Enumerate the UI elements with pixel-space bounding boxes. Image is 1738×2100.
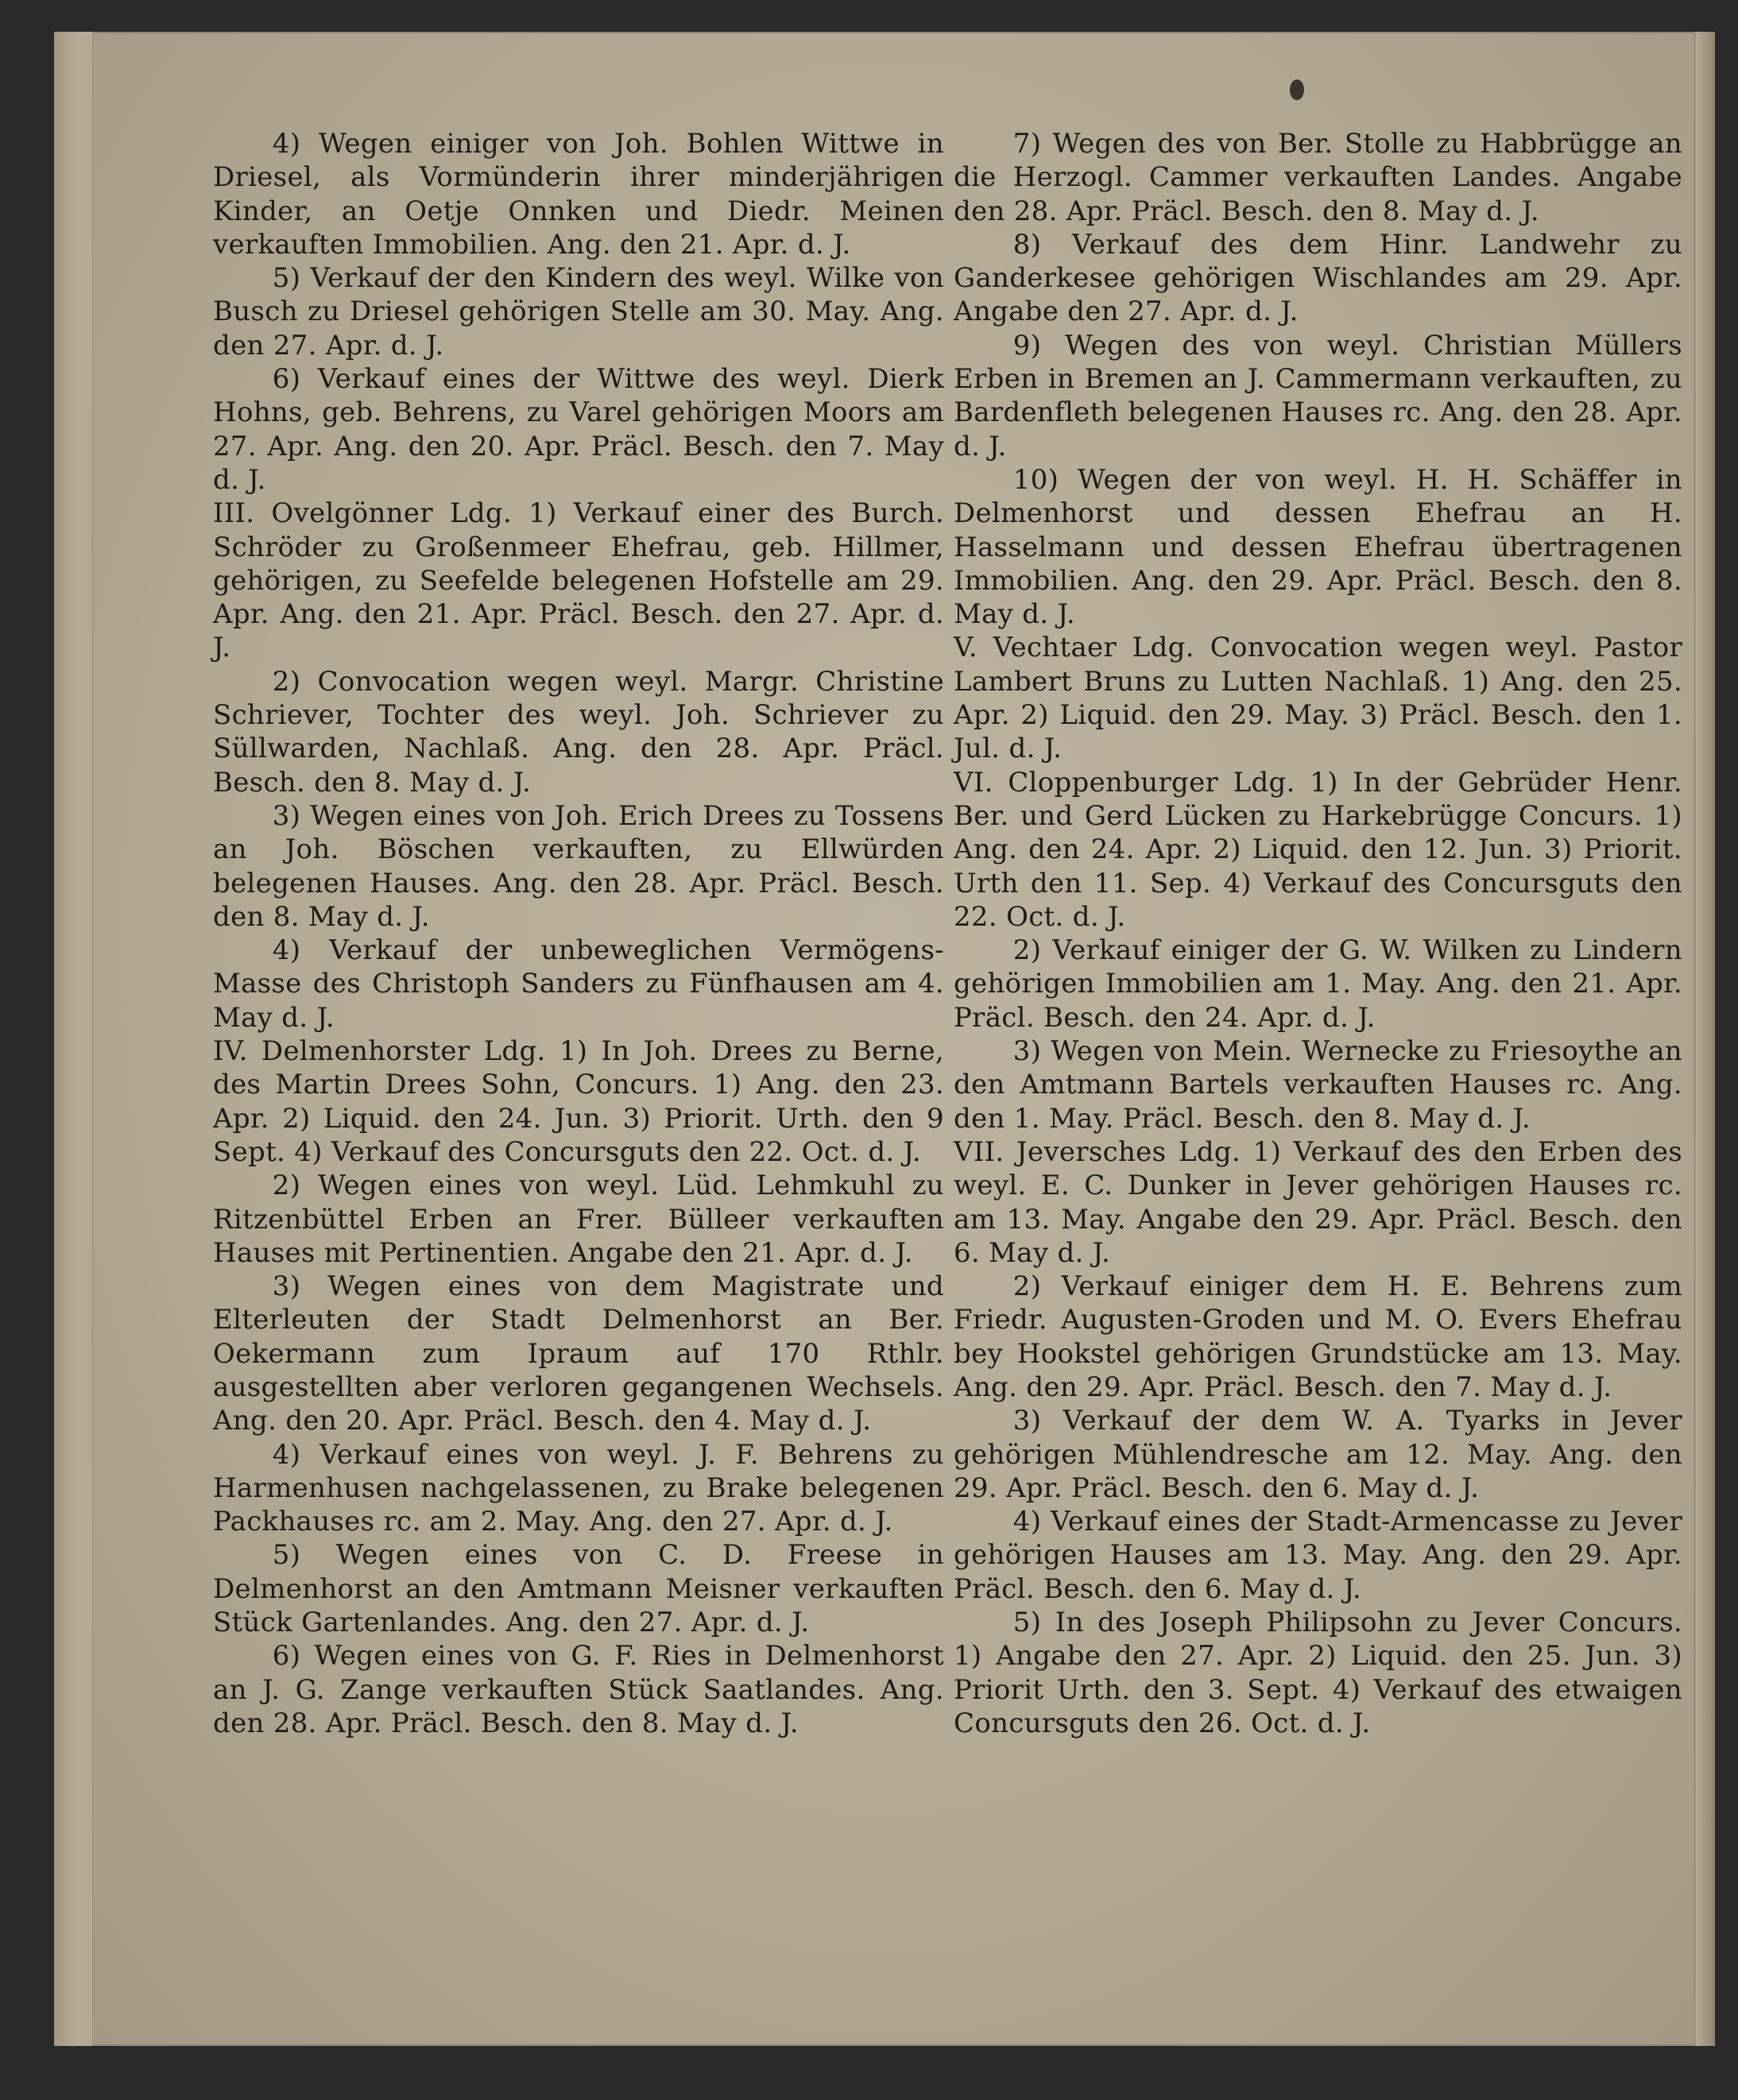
entry-paragraph: 4) Verkauf eines der Stadt-Armencasse zu Jever gehörigen Hauses am 13. May. Ang. den 29. Apr. Präcl. Besch. den 6. May d. J. (954, 1506, 1682, 1605)
entry-paragraph: 6) Verkauf eines der Wittwe des weyl. Dierk Hohns, geb. Behrens, zu Varel gehörigen Moors am 27. Apr. Ang. den 20. Apr. Präcl. Besch. den 7. May d. J. (213, 363, 944, 496)
entry-paragraph: 3) Wegen eines von dem Magistrate und Elterleuten der Stadt Delmenhorst an Ber. Oekermann zum Ipraum auf 170 Rthlr. ausgestellten aber verloren gegangenen Wechsels. Ang. den 20. Apr. Präcl. Besch. den 4. May d. J. (213, 1270, 944, 1437)
section-heading-paragraph: VI. Cloppenburger Ldg. 1) In der Gebrüder Henr. Ber. und Gerd Lücken zu Harkebrügge Concurs. 1) Ang. den 24. Apr. 2) Liquid. den 12. Jun. 3) Priorit. Urth den 11. Sep. 4) Verkauf des Concursguts den 22. Oct. d. J. (954, 766, 1682, 933)
entry-paragraph: 5) Wegen eines von C. D. Freese in Delmenhorst an den Amtmann Meisner verkauften Stück Gartenlandes. Ang. den 27. Apr. d. J. (213, 1539, 944, 1639)
entry-paragraph: 4) Wegen einiger von Joh. Bohlen Wittwe in Driesel, als Vormünderin ihrer minderjährigen Kinder, an Oetje Onnken und Diedr. Meinen verkauften Immobilien. Ang. den 21. Apr. d. J. (213, 128, 944, 261)
left-column (213, 127, 944, 1740)
entry-paragraph: 3) Wegen eines von Joh. Erich Drees zu Tossens an Joh. Böschen verkauften, zu Ellwürden belegenen Hauses. Ang. den 28. Apr. Präcl. Besch. den 8. May d. J. (213, 799, 944, 933)
entry-paragraph: 2) Verkauf einiger dem H. E. Behrens zum Friedr. Augusten-Groden und M. O. Evers Ehefrau bey Hookstel gehörigen Grundstücke am 13. May. Ang. den 29. Apr. Präcl. Besch. den 7. May d. J. (954, 1270, 1682, 1403)
entry-paragraph: 5) In des Joseph Philipsohn zu Jever Concurs. 1) Angabe den 27. Apr. 2) Liquid. den 25. Jun. 3) Priorit Urth. den 3. Sept. 4) Verkauf des etwaigen Concursguts den 26. Oct. d. J. (954, 1607, 1682, 1739)
entry-paragraph: 2) Convocation wegen weyl. Margr. Christine Schriever, Tochter des weyl. Joh. Schriever zu Süllwarden, Nachlaß. Ang. den 28. Apr. Präcl. Besch. den 8. May d. J. (213, 665, 944, 799)
entry-paragraph: 8) Verkauf des dem Hinr. Landwehr zu Ganderkesee gehörigen Wischlandes am 29. Apr. Angabe den 27. Apr. d. J. (954, 228, 1682, 328)
entry-paragraph: 3) Verkauf der dem W. A. Tyarks in Jever gehörigen Mühlendresche am 12. May. Ang. den 29. Apr. Präcl. Besch. den 6. May d. J. (954, 1405, 1682, 1504)
entry-paragraph: 6) Wegen eines von G. F. Ries in Delmenhorst an J. G. Zange verkauften Stück Saatlandes. Ang. den 28. Apr. Präcl. Besch. den 8. May d. J. (213, 1640, 944, 1739)
section-heading-paragraph: IV. Delmenhorster Ldg. 1) In Joh. Drees zu Berne, des Martin Drees Sohn, Concurs. 1) Ang. den 23. Apr. 2) Liquid. den 24. Jun. 3) Priorit. Urth. den 9 Sept. 4) Verkauf des Concursguts den 22. Oct. d. J. (213, 1035, 944, 1168)
page-edge-right (1696, 32, 1715, 2046)
entry-paragraph: 4) Verkauf der unbeweglichen Vermögens-Masse des Christoph Sanders zu Fünfhausen am 4. May d. J. (213, 934, 944, 1034)
page-edge-left (54, 32, 93, 2046)
entry-paragraph: 4) Verkauf eines von weyl. J. F. Behrens zu Harmenhusen nachgelassenen, zu Brake belegenen Packhauses rc. am 2. May. Ang. den 27. Apr. d. J. (213, 1438, 944, 1538)
page-fold-line (1693, 32, 1696, 2046)
right-column (954, 127, 1682, 1740)
entry-paragraph: 3) Wegen von Mein. Wernecke zu Friesoythe an den Amtmann Bartels verkauften Hauses rc. Ang. den 1. May. Präcl. Besch. den 8. May d. J. (954, 1035, 1682, 1135)
entry-paragraph: 2) Wegen eines von weyl. Lüd. Lehmkuhl zu Ritzenbüttel Erben an Frer. Bülleer verkauften Hauses mit Pertinentien. Angabe den 21. Apr. d. J. (213, 1170, 944, 1269)
ink-spot (1290, 79, 1304, 100)
section-heading-paragraph: III. Ovelgönner Ldg. 1) Verkauf einer des Burch. Schröder zu Großenmeer Ehefrau, geb. Hillmer, gehörigen, zu Seefelde belegenen Hofstelle am 29. Apr. Ang. den 21. Apr. Präcl. Besch. den 27. Apr. d. J. (213, 497, 944, 664)
section-heading-paragraph: V. Vechtaer Ldg. Convocation wegen weyl. Pastor Lambert Bruns zu Lutten Nachlaß. 1) Ang. den 25. Apr. 2) Liquid. den 29. May. 3) Präcl. Besch. den 1. Jul. d. J. (954, 632, 1682, 765)
entry-paragraph: 2) Verkauf einiger der G. W. Wilken zu Lindern gehörigen Immobilien am 1. May. Ang. den 21. Apr. Präcl. Besch. den 24. Apr. d. J. (954, 934, 1682, 1034)
entry-paragraph: 9) Wegen des von weyl. Christian Müllers Erben in Bremen an J. Cammermann verkauften, zu Bardenfleth belegenen Hauses rc. Ang. den 28. Apr. d. J. (954, 329, 1682, 462)
section-heading-paragraph: VII. Jeversches Ldg. 1) Verkauf des den Erben des weyl. E. C. Dunker in Jever gehörigen Hauses rc. am 13. May. Angabe den 29. Apr. Präcl. Besch. den 6. May d. J. (954, 1135, 1682, 1269)
entry-paragraph: 7) Wegen des von Ber. Stolle zu Habbrügge an die Herzogl. Cammer verkauften Landes. Angabe den 28. Apr. Präcl. Besch. den 8. May d. J. (954, 128, 1682, 227)
entry-paragraph: 5) Verkauf der den Kindern des weyl. Wilke von Busch zu Driesel gehörigen Stelle am 30. May. Ang. den 27. Apr. d. J. (213, 262, 944, 362)
entry-paragraph: 10) Wegen der von weyl. H. H. Schäffer in Delmenhorst und dessen Ehefrau an H. Hasselmann und dessen Ehefrau übertragenen Immobilien. Ang. den 29. Apr. Präcl. Besch. den 8. May d. J. (954, 463, 1682, 631)
